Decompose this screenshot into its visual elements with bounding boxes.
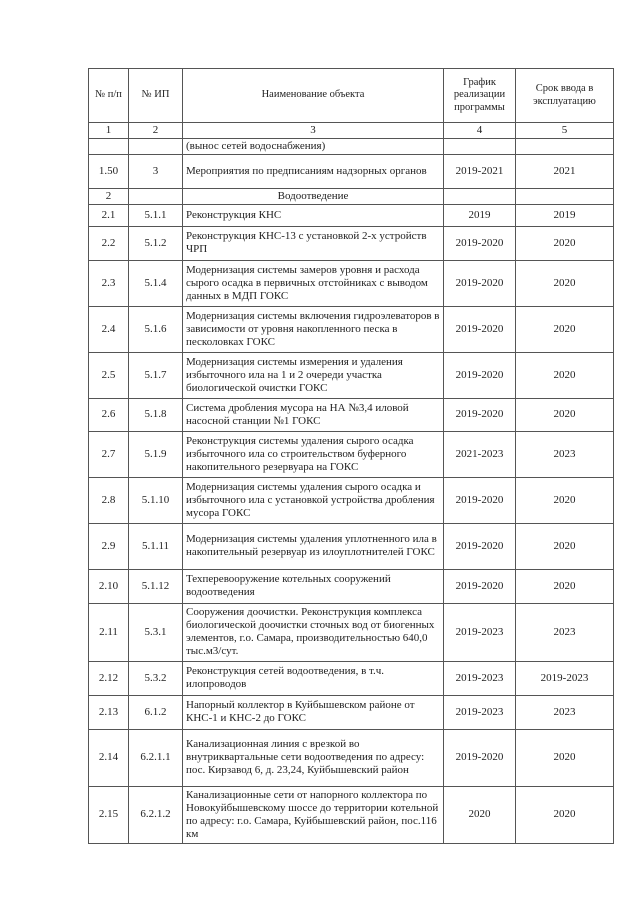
row-name: Канализационные сети от напорного коллектора по Новокуйбышевскому шоссе до территории котельной по адресу: г.о. Самара, Куйбышевский район, пос.116 км bbox=[183, 786, 444, 843]
row-term: 2020 bbox=[516, 523, 614, 569]
row-num: 2.15 bbox=[89, 786, 129, 843]
row-num: 2.11 bbox=[89, 603, 129, 661]
row-name: Реконструкция сетей водоотведения, в т.ч. илопроводов bbox=[183, 661, 444, 695]
row-name: Реконструкция КНС bbox=[183, 204, 444, 226]
row-term: 2020 bbox=[516, 260, 614, 306]
investment-program-table bbox=[88, 68, 614, 844]
row-num: 2.9 bbox=[89, 523, 129, 569]
row-term: 2021 bbox=[516, 154, 614, 188]
row-schedule: 2019-2020 bbox=[444, 477, 516, 523]
row-schedule: 2019-2020 bbox=[444, 523, 516, 569]
table-row bbox=[89, 306, 614, 352]
table-row bbox=[89, 695, 614, 729]
row-term: 2023 bbox=[516, 431, 614, 477]
header-term: Срок ввода в эксплуатацию bbox=[516, 69, 614, 123]
row-name: Техперевооружение котельных сооружений водоотведения bbox=[183, 569, 444, 603]
table-row bbox=[89, 603, 614, 661]
table-row bbox=[89, 154, 614, 188]
section-title: Водоотведение bbox=[183, 188, 444, 204]
row-schedule: 2020 bbox=[444, 786, 516, 843]
row-ip: 5.3.2 bbox=[129, 661, 183, 695]
column-number: 2 bbox=[129, 123, 183, 139]
table-row bbox=[89, 523, 614, 569]
table-row bbox=[89, 431, 614, 477]
header-schedule: График реализации программы bbox=[444, 69, 516, 123]
row-term: 2019-2023 bbox=[516, 661, 614, 695]
column-number-row bbox=[89, 123, 614, 139]
row-term: 2020 bbox=[516, 477, 614, 523]
row-term: 2020 bbox=[516, 226, 614, 260]
row-num: 2.7 bbox=[89, 431, 129, 477]
row-ip: 5.1.1 bbox=[129, 204, 183, 226]
row-name: Напорный коллектор в Куйбышевском районе от КНС-1 и КНС-2 до ГОКС bbox=[183, 695, 444, 729]
row-schedule: 2019-2020 bbox=[444, 306, 516, 352]
row-num: 2.3 bbox=[89, 260, 129, 306]
row-name: Модернизация системы измерения и удаления избыточного ила на 1 и 2 очереди участка биологической очистки ГОКС bbox=[183, 352, 444, 398]
continuation-note: (вынос сетей водоснабжения) bbox=[183, 138, 444, 154]
row-ip: 5.1.11 bbox=[129, 523, 183, 569]
row-term: 2020 bbox=[516, 352, 614, 398]
row-name: Реконструкция КНС-13 с установкой 2-х устройств ЧРП bbox=[183, 226, 444, 260]
row-ip: 6.2.1.1 bbox=[129, 729, 183, 786]
row-schedule: 2019-2020 bbox=[444, 398, 516, 431]
header-name: Наименование объекта bbox=[183, 69, 444, 123]
row-ip: 3 bbox=[129, 154, 183, 188]
row-num: 2.6 bbox=[89, 398, 129, 431]
table-row bbox=[89, 226, 614, 260]
table-row bbox=[89, 661, 614, 695]
row-name: Модернизация системы замеров уровня и расхода сырого осадка в первичных отстойниках с выводом данных в МДП ГОКС bbox=[183, 260, 444, 306]
row-ip: 5.1.2 bbox=[129, 226, 183, 260]
row-term: 2020 bbox=[516, 306, 614, 352]
table-row bbox=[89, 729, 614, 786]
row-term: 2020 bbox=[516, 398, 614, 431]
row-schedule: 2019 bbox=[444, 204, 516, 226]
row-num: 2.5 bbox=[89, 352, 129, 398]
row-name: Модернизация системы удаления уплотненного ила в накопительный резервуар из илоуплотнителей ГОКС bbox=[183, 523, 444, 569]
row-name: Модернизация системы включения гидроэлеваторов в зависимости от уровня накопленного песка в песколовках ГОКС bbox=[183, 306, 444, 352]
header-ip: № ИП bbox=[129, 69, 183, 123]
row-name: Реконструкция системы удаления сырого осадка избыточного ила со строительством буферного накопительного резервуара на ГОКС bbox=[183, 431, 444, 477]
row-schedule: 2019-2021 bbox=[444, 154, 516, 188]
row-num: 2.13 bbox=[89, 695, 129, 729]
section-num: 2 bbox=[89, 188, 129, 204]
table-row bbox=[89, 398, 614, 431]
row-ip: 5.1.12 bbox=[129, 569, 183, 603]
table-row bbox=[89, 569, 614, 603]
row-name: Сооружения доочистки. Реконструкция комплекса биологической доочистки сточных вод от биогенных элементов, г.о. Самара, производительностью 640,0 тыс.м3/сут. bbox=[183, 603, 444, 661]
row-schedule: 2019-2023 bbox=[444, 695, 516, 729]
table-row bbox=[89, 204, 614, 226]
row-num: 2.10 bbox=[89, 569, 129, 603]
row-ip: 5.1.10 bbox=[129, 477, 183, 523]
row-schedule: 2019-2020 bbox=[444, 260, 516, 306]
row-num: 2.8 bbox=[89, 477, 129, 523]
row-term: 2020 bbox=[516, 786, 614, 843]
row-num: 2.2 bbox=[89, 226, 129, 260]
row-term: 2020 bbox=[516, 729, 614, 786]
row-term: 2023 bbox=[516, 603, 614, 661]
row-num: 2.12 bbox=[89, 661, 129, 695]
row-ip: 5.3.1 bbox=[129, 603, 183, 661]
table-row bbox=[89, 477, 614, 523]
continuation-row bbox=[89, 138, 614, 154]
row-ip: 6.1.2 bbox=[129, 695, 183, 729]
section-row bbox=[89, 188, 614, 204]
row-schedule: 2019-2023 bbox=[444, 603, 516, 661]
header-num: № п/п bbox=[89, 69, 129, 123]
row-term: 2020 bbox=[516, 569, 614, 603]
row-ip: 5.1.7 bbox=[129, 352, 183, 398]
table-row bbox=[89, 260, 614, 306]
row-name: Модернизация системы удаления сырого осадка и избыточного ила с установкой устройства дробления мусора ГОКС bbox=[183, 477, 444, 523]
row-name: Система дробления мусора на НА №3,4 иловой насосной станции №1 ГОКС bbox=[183, 398, 444, 431]
row-num: 2.14 bbox=[89, 729, 129, 786]
row-ip: 6.2.1.2 bbox=[129, 786, 183, 843]
row-name: Канализационная линия с врезкой во внутриквартальные сети водоотведения по адресу: пос. Кирзавод 6, д. 23,24, Куйбышевский район bbox=[183, 729, 444, 786]
column-number: 5 bbox=[516, 123, 614, 139]
header-row bbox=[89, 69, 614, 123]
column-number: 4 bbox=[444, 123, 516, 139]
row-name: Мероприятия по предписаниям надзорных органов bbox=[183, 154, 444, 188]
row-schedule: 2021-2023 bbox=[444, 431, 516, 477]
row-ip: 5.1.6 bbox=[129, 306, 183, 352]
table-row bbox=[89, 352, 614, 398]
row-schedule: 2019-2020 bbox=[444, 226, 516, 260]
table-body bbox=[89, 138, 614, 843]
row-num: 2.4 bbox=[89, 306, 129, 352]
row-term: 2023 bbox=[516, 695, 614, 729]
row-ip: 5.1.9 bbox=[129, 431, 183, 477]
row-schedule: 2019-2020 bbox=[444, 569, 516, 603]
row-schedule: 2019-2020 bbox=[444, 352, 516, 398]
column-number: 1 bbox=[89, 123, 129, 139]
row-ip: 5.1.4 bbox=[129, 260, 183, 306]
row-ip: 5.1.8 bbox=[129, 398, 183, 431]
table-row bbox=[89, 786, 614, 843]
row-term: 2019 bbox=[516, 204, 614, 226]
row-num: 2.1 bbox=[89, 204, 129, 226]
column-number: 3 bbox=[183, 123, 444, 139]
row-schedule: 2019-2023 bbox=[444, 661, 516, 695]
row-num: 1.50 bbox=[89, 154, 129, 188]
row-schedule: 2019-2020 bbox=[444, 729, 516, 786]
